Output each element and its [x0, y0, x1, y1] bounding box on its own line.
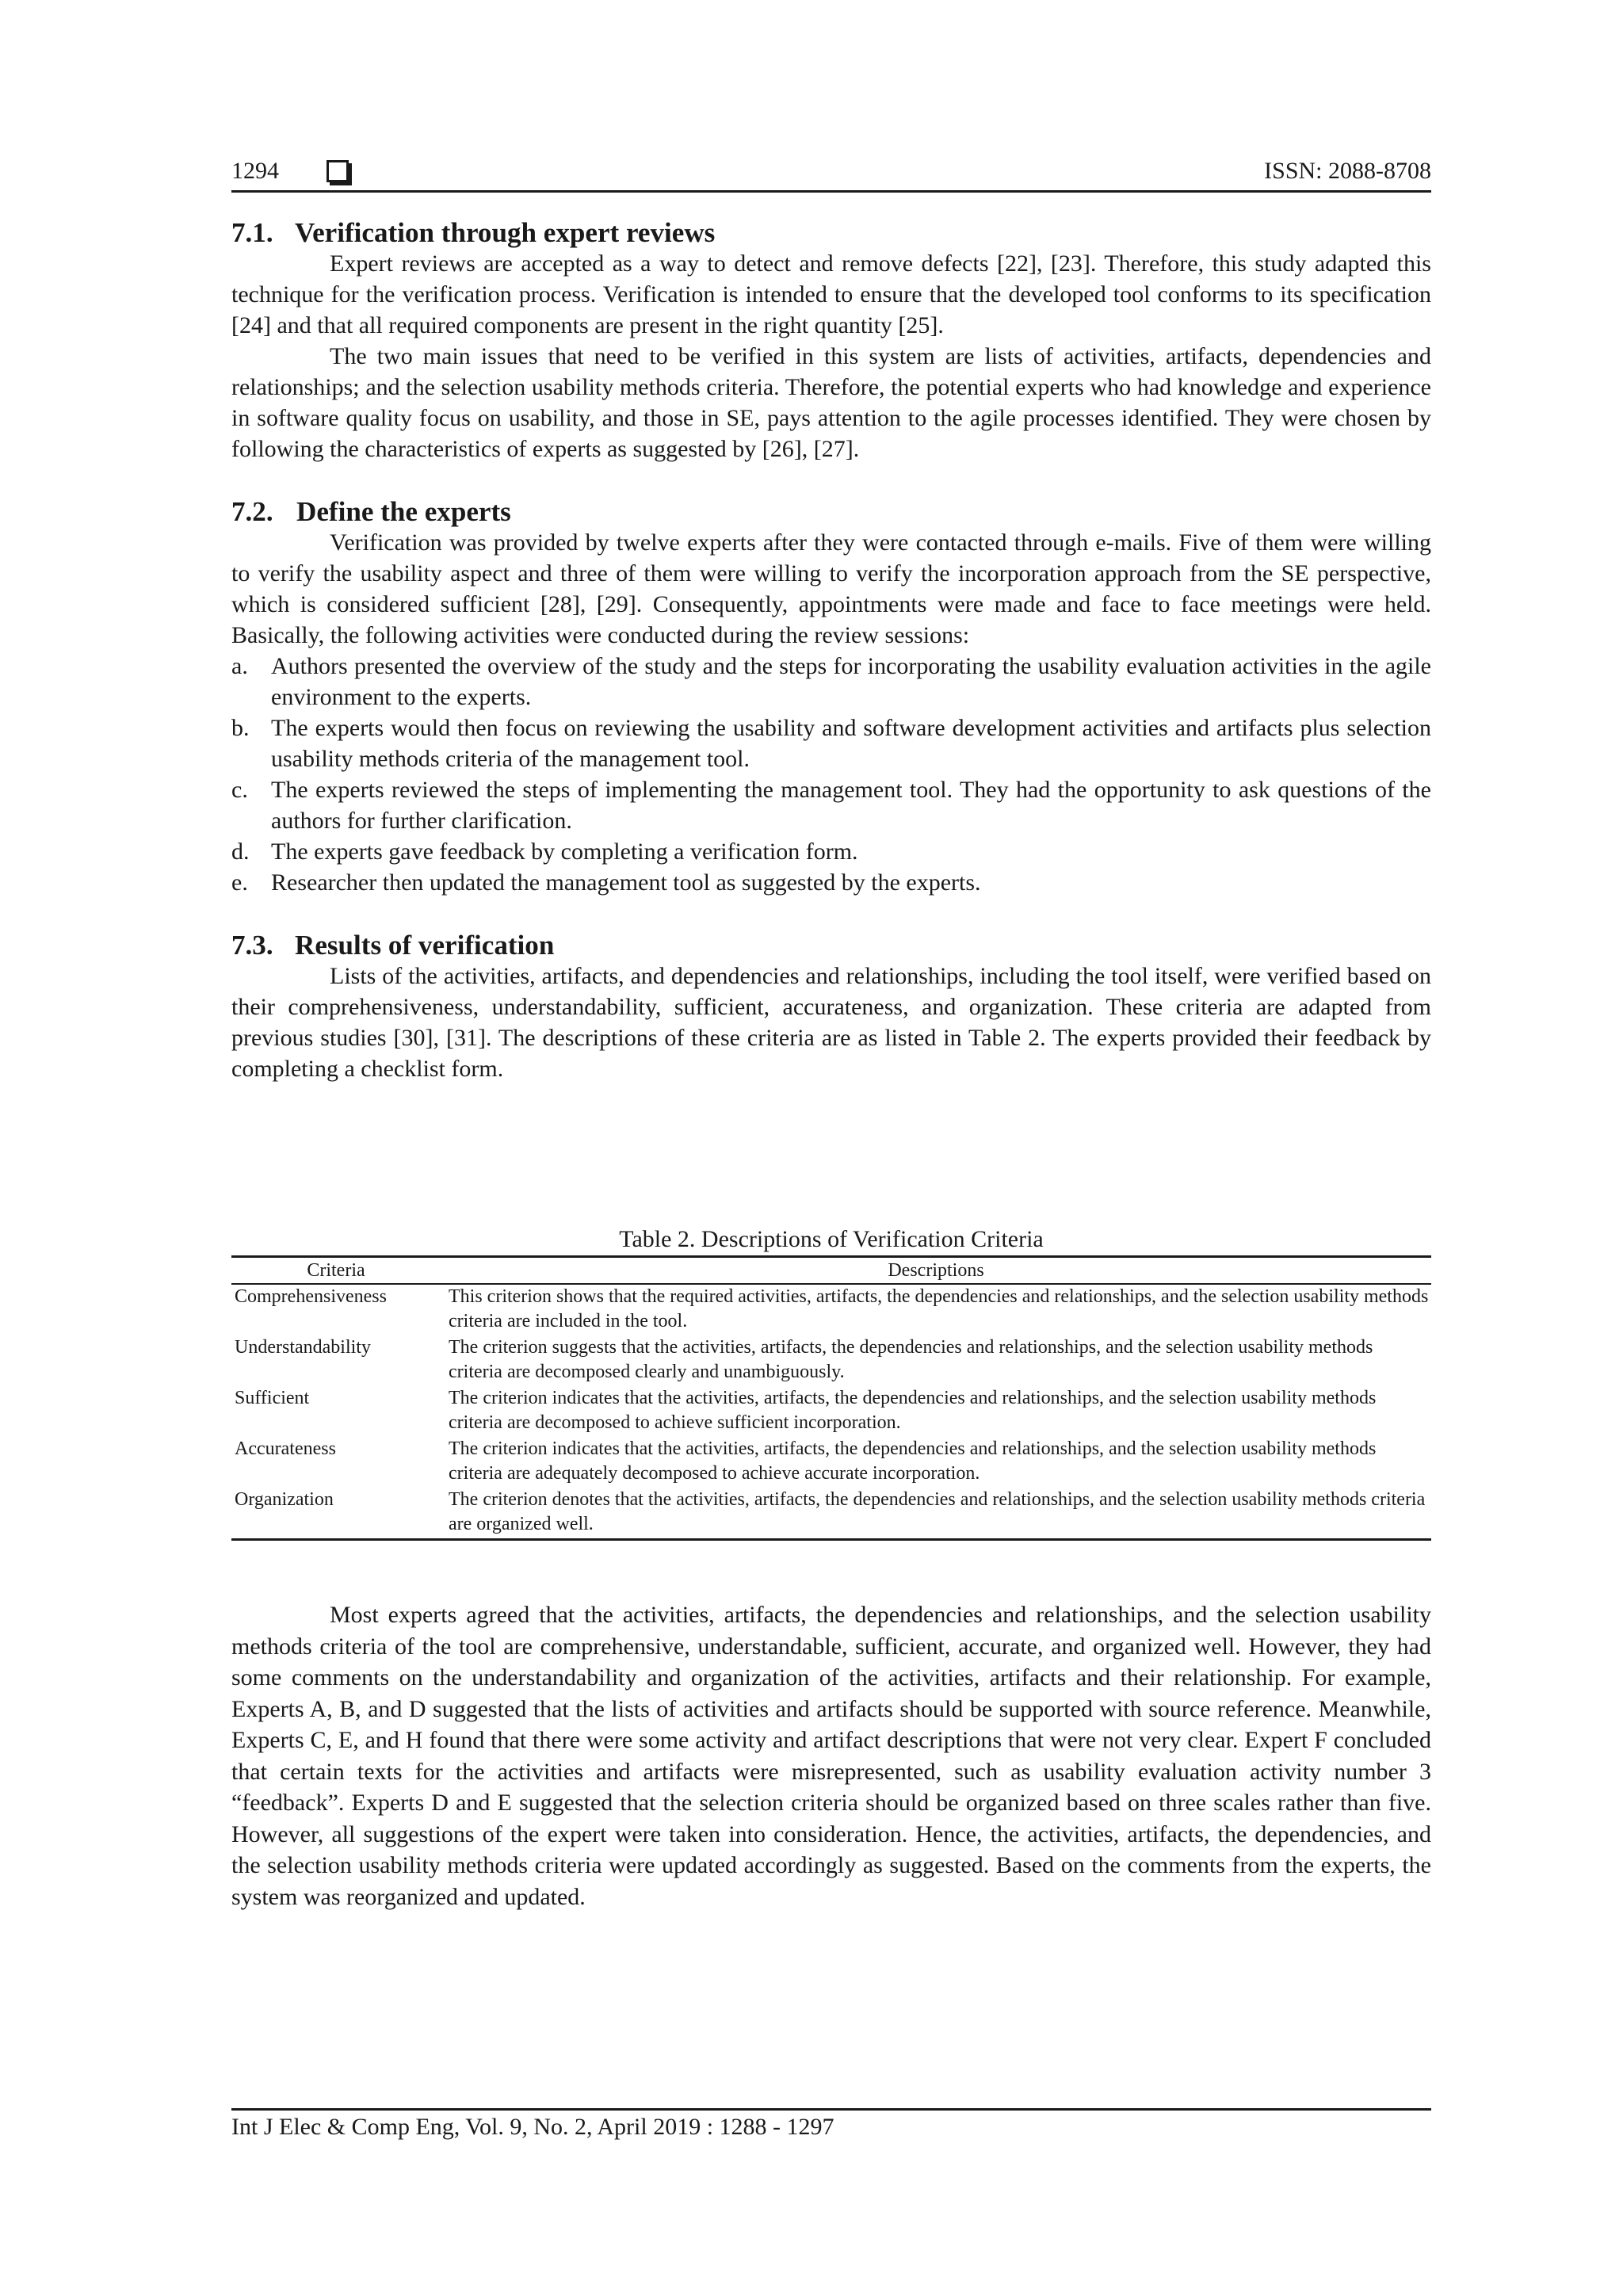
section-title: Results of verification: [295, 930, 555, 961]
post-table-text: [231, 1599, 1431, 1912]
square-bullet-icon: [327, 160, 349, 182]
section-number: 7.1.: [231, 217, 273, 248]
list-label: b.: [231, 715, 250, 741]
description-cell: This criterion shows that the required activities, artifacts, the dependencies and relationships, and the selection usability methods criteria are included in the tool.: [449, 1286, 1429, 1331]
table-row: [231, 1284, 1431, 1335]
header-rule: [231, 190, 1431, 193]
main-text: [231, 217, 1431, 1084]
criteria-table: [231, 1255, 1431, 1541]
table-row: [231, 1488, 1431, 1540]
page-header: [231, 155, 1431, 193]
column-header-criteria: Criteria: [231, 1257, 441, 1285]
paragraph: Most experts agreed that the activities, artifacts, the dependencies and relationships, and the selection usability methods criteria of the tool are comprehensive, understandable, sufficient, accurate, and organized well. However, they had some comments on the understandability and organization of the activities, artifacts and their relationship. For example, Experts A, B, and D suggested that the lists of activities and artifacts should be supported with source reference. Meanwhile, Experts C, E, and H found that there were some activity and artifact descriptions that were not very clear. Expert F concluded that certain texts for the activities and artifacts were misrepresented, such as usability evaluation activity number 3 “feedback”. Experts D and E suggested that the selection criteria should be organized based on three scales rather than five. However, all suggestions of the expert were taken into consideration. Hence, the activities, artifacts, the dependencies, and the selection usability methods criteria were updated accordingly as suggested. Based on the comments from the experts, the system was reorganized and updated.: [231, 1602, 1431, 1910]
table-header-row: [231, 1257, 1431, 1285]
criteria-cell: Understandability: [235, 1337, 371, 1358]
criteria-cell: Accurateness: [235, 1438, 336, 1459]
list-label: d.: [231, 839, 250, 865]
list-text: Researcher then updated the management tool as suggested by the experts.: [271, 869, 981, 896]
section-heading-7-2: [231, 496, 1431, 527]
section-title: Verification through expert reviews: [295, 217, 716, 248]
list-item: [231, 774, 1431, 836]
list-text: Authors presented the overview of the study and the steps for incorporating the usability evaluation activities in the agile environment to the experts.: [271, 653, 1431, 710]
list-text: The experts would then focus on reviewing the usability and software development activities and artifacts plus selection usability methods criteria of the management tool.: [271, 715, 1431, 772]
list-item: [231, 836, 1431, 867]
section-title: Define the experts: [296, 496, 511, 527]
criteria-cell: Sufficient: [235, 1388, 310, 1408]
issn-label: ISSN: 2088-8708: [1264, 158, 1431, 184]
list-text: The experts reviewed the steps of implementing the management tool. They had the opportunity to ask questions of the authors for further clarification.: [271, 777, 1431, 834]
page-footer: Int J Elec & Comp Eng, Vol. 9, No. 2, April 2019 : 1288 - 1297: [231, 2114, 834, 2140]
description-cell: The criterion indicates that the activities, artifacts, the dependencies and relationships, and the selection usability methods criteria are decomposed to achieve sufficient incorporation.: [449, 1388, 1377, 1433]
criteria-cell: Organization: [231, 1488, 441, 1540]
criteria-cell: Comprehensiveness: [235, 1286, 387, 1307]
list-item: [231, 651, 1431, 712]
footer-rule: [231, 2108, 1431, 2111]
table-row: [231, 1335, 1431, 1386]
column-header-descriptions: Descriptions: [441, 1257, 1431, 1285]
section-number: 7.3.: [231, 930, 273, 961]
paragraph: Expert reviews are accepted as a way to detect and remove defects [22], [23]. Therefore, this study adapted this technique for the verification process. Verification is intended to ensure that the developed tool conforms to its specification [24] and that all required components are present in the right quantity [25].: [231, 250, 1431, 338]
table-row: [231, 1437, 1431, 1488]
list-item: [231, 712, 1431, 774]
review-activities-list: [231, 651, 1431, 898]
paragraph: Lists of the activities, artifacts, and dependencies and relationships, including the tool itself, were verified based on their comprehensiveness, understandability, sufficient, accurateness, and organization. These criteria are adapted from previous studies [30], [31]. The descriptions of these criteria are as listed in Table 2. The experts provided their feedback by completing a checklist form.: [231, 963, 1431, 1082]
description-cell: The criterion indicates that the activities, artifacts, the dependencies and relationships, and the selection usability methods criteria are adequately decomposed to achieve accurate incorporation.: [449, 1438, 1377, 1484]
table-2: [231, 1224, 1431, 1541]
section-heading-7-3: [231, 930, 1431, 961]
paragraph: The two main issues that need to be verified in this system are lists of activities, artifacts, dependencies and relationships; and the selection usability methods criteria. Therefore, the potential experts who had knowledge and experience in software quality focus on usability, and those in SE, pays attention to the agile processes identified. They were chosen by following the characteristics of experts as suggested by [26], [27].: [231, 343, 1431, 462]
section-number: 7.2.: [231, 496, 273, 527]
list-label: c.: [231, 777, 248, 803]
description-cell: The criterion denotes that the activities, artifacts, the dependencies and relationships, and the selection usability methods criteria are organized well.: [441, 1488, 1431, 1540]
list-item: [231, 867, 1431, 898]
page-number: 1294: [231, 158, 279, 184]
list-label: e.: [231, 869, 248, 896]
section-heading-7-1: [231, 217, 1431, 248]
list-text: The experts gave feedback by completing a verification form.: [271, 839, 858, 865]
description-cell: The criterion suggests that the activities, artifacts, the dependencies and relationships, and the selection usability methods criteria are decomposed clearly and unambiguously.: [449, 1337, 1373, 1382]
list-label: a.: [231, 653, 248, 679]
paragraph: Verification was provided by twelve experts after they were contacted through e-mails. Five of them were willing to verify the usability aspect and three of them were willing to verify the incorporation approach from the SE perspective, which is considered sufficient [28], [29]. Consequently, appointments were made and face to face meetings were held. Basically, the following activities were conducted during the review sessions:: [231, 529, 1431, 648]
table-caption: Table 2. Descriptions of Verification Criteria: [619, 1226, 1044, 1252]
table-row: [231, 1386, 1431, 1437]
